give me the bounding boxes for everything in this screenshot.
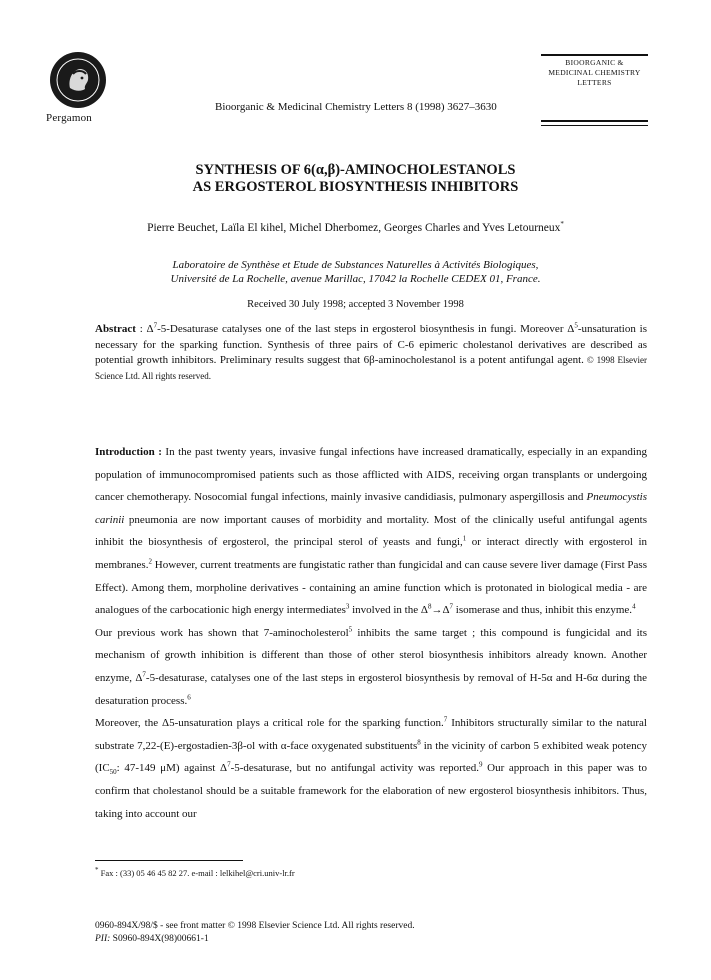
superscript: 8 (427, 602, 432, 611)
header-rule-bottom (541, 120, 648, 122)
authors-text: Pierre Beuchet, Laïla El kihel, Michel Dherbomez, Georges Charles and Yves Letourneux (147, 222, 561, 234)
abstract-label: Abstract (95, 323, 136, 335)
footnote-rule (95, 860, 243, 861)
body-text: inhibits the same target ; this compound is fungicidal and its mechanism of growth inhibition is different than those of other sterol biosynthesis inhibitors already known. Another enzyme, (95, 626, 647, 684)
front-matter-line: 0960-894X/98/$ - see front matter © 1998 Elsevier Science Ltd. All rights reserved. (95, 921, 415, 931)
abstract (95, 322, 647, 384)
affiliation (0, 258, 711, 286)
pergamon-head-icon (56, 58, 100, 102)
reference-mark: 7 (443, 715, 448, 724)
header-rule-bottom-thin (541, 125, 648, 126)
journal-brand (541, 58, 648, 88)
affiliation-line: Laboratoire de Synthèse et Etude de Substances Naturelles à Activités Biologiques, (172, 259, 539, 271)
body-text: Inhibitors structurally similar to the natural substrate 7,22-(E)-ergostadien-3β-ol with α-face oxygenated substituents (95, 717, 647, 752)
body-text: However, current treatments are fungistatic rather than fungicidal and can cause severe liver damage (First Pass Effect). Among them, morpholine derivatives - containing an amine function which is protonated in biological media - are analogues of the carbocationic high energy intermediates (95, 558, 647, 617)
footnote-text: Fax : (33) 05 46 45 82 27. e-mail : lelkihel@cri.univ-lr.fr (98, 868, 295, 878)
delta-symbol: Δ (442, 604, 450, 617)
body-text: Moreover, the Δ5-unsaturation plays a critical role for the sparking function. (95, 717, 444, 730)
body-text: : 47-149 μM) against (116, 762, 220, 775)
paragraph (95, 712, 647, 825)
body-text: pneumonia are now important causes of morbidity and mortality. Most of the clinically useful antifungal agents inhibit the biosynthesis of ergosterol, the principal sterol of yeasts and fungi, (95, 513, 647, 549)
species-name: Pneumocystis carinii (95, 491, 647, 526)
delta-symbol: Δ (567, 323, 575, 335)
superscript: 7 (153, 321, 158, 330)
abstract-text: -unsaturation is necessary for the sparking function. Synthesis of three pairs of C-6 epimeric cholestanol derivatives are described as potential growth inhibitors. Preliminary results suggest that 6β-aminocholestanol is a potent antifungal agent. (95, 323, 647, 366)
reference-mark: 6 (187, 692, 191, 701)
brand-line: LETTERS (577, 78, 612, 87)
article-title (0, 162, 711, 196)
superscript: 7 (142, 670, 146, 679)
body-text: Our previous work has shown that 7-aminocholesterol (95, 626, 349, 639)
paragraph (95, 622, 647, 712)
body-text: Our approach in this paper was to confirm that cholestanol should be a suitable framework for the elaboration of new ergosterol biosynthesis inhibitors. Thus, taking into account our (95, 762, 647, 820)
delta-symbol: Δ (420, 604, 428, 617)
subscript: 50 (109, 768, 117, 777)
footnote-mark: * (95, 866, 99, 875)
title-line: SYNTHESIS OF 6(α,β)-AMINOCHOLESTANOLS (195, 162, 516, 178)
section-label: Introduction : (95, 446, 162, 458)
reference-mark: 8 (417, 738, 421, 747)
affiliation-line: Université de La Rochelle, avenue Marillac, 17042 la Rochelle CEDEX 01, France. (170, 273, 541, 285)
pii-line (95, 934, 209, 944)
journal-reference: Bioorganic & Medicinal Chemistry Letters 8 (1998) 3627–3630 (215, 101, 497, 113)
author-footnote (95, 868, 295, 878)
abstract-copyright: © 1998 Elsevier Science Ltd. All rights reserved. (95, 355, 648, 381)
reference-mark: 2 (148, 557, 152, 566)
body-text: In the past twenty years, invasive fungal infections have increased dramatically, especially in an expanding population of immunocompromised patients such as those afflicted with AIDS, receiving organ transplants or undergoing cancer chemotherapy. Nosocomial fungal infections, mainly invasive candidiasis, pulmonary aspergillosis and (95, 446, 647, 504)
received-dates: Received 30 July 1998; accepted 3 November 1998 (247, 299, 464, 310)
author-footnote-mark: * (560, 220, 564, 229)
author-list (0, 222, 711, 234)
reference-mark: 4 (632, 602, 636, 611)
publisher-name: Pergamon (46, 112, 93, 124)
body-text: involved in the (349, 604, 421, 617)
brand-line: MEDICINAL CHEMISTRY (548, 68, 641, 77)
pii-label: PII: (95, 934, 111, 944)
paragraph (95, 441, 647, 622)
delta-symbol: Δ (135, 671, 143, 684)
publisher-logo (50, 52, 106, 108)
reference-mark: 1 (462, 534, 467, 543)
superscript: 7 (449, 602, 454, 611)
body-text: -5-desaturase, but no antifungal activity was reported. (230, 762, 479, 775)
pii-value: S0960-894X(98)00661-1 (110, 934, 209, 944)
body-text: in the vicinity of carbon 5 exhibited weak potency (IC (95, 739, 647, 775)
brand-line: BIOORGANIC & (565, 58, 624, 67)
abstract-text: -5-Desaturase catalyses one of the last steps in ergosterol biosynthesis in fungi. Moreover (157, 323, 568, 335)
reference-mark: 3 (345, 602, 350, 611)
superscript: 5 (574, 321, 578, 330)
delta-symbol: Δ (219, 762, 228, 775)
arrow-icon: → (431, 604, 443, 617)
header-rule-top (541, 54, 648, 56)
superscript: 7 (227, 760, 231, 769)
abstract-sep: : (135, 323, 147, 335)
article-body (95, 441, 647, 825)
delta-symbol: Δ (146, 323, 154, 335)
reference-mark: 9 (478, 760, 483, 769)
body-text: isomerase and thus, inhibit this enzyme. (453, 604, 633, 617)
title-line: AS ERGOSTEROL BIOSYNTHESIS INHIBITORS (192, 179, 519, 195)
reference-mark: 5 (348, 625, 353, 634)
body-text: -5-desaturase, catalyses one of the last steps in ergosterol biosynthesis by removal of H-5α and H-6α during the desaturation process. (95, 671, 647, 707)
body-text: or interact directly with ergosterol in membranes. (95, 536, 647, 571)
